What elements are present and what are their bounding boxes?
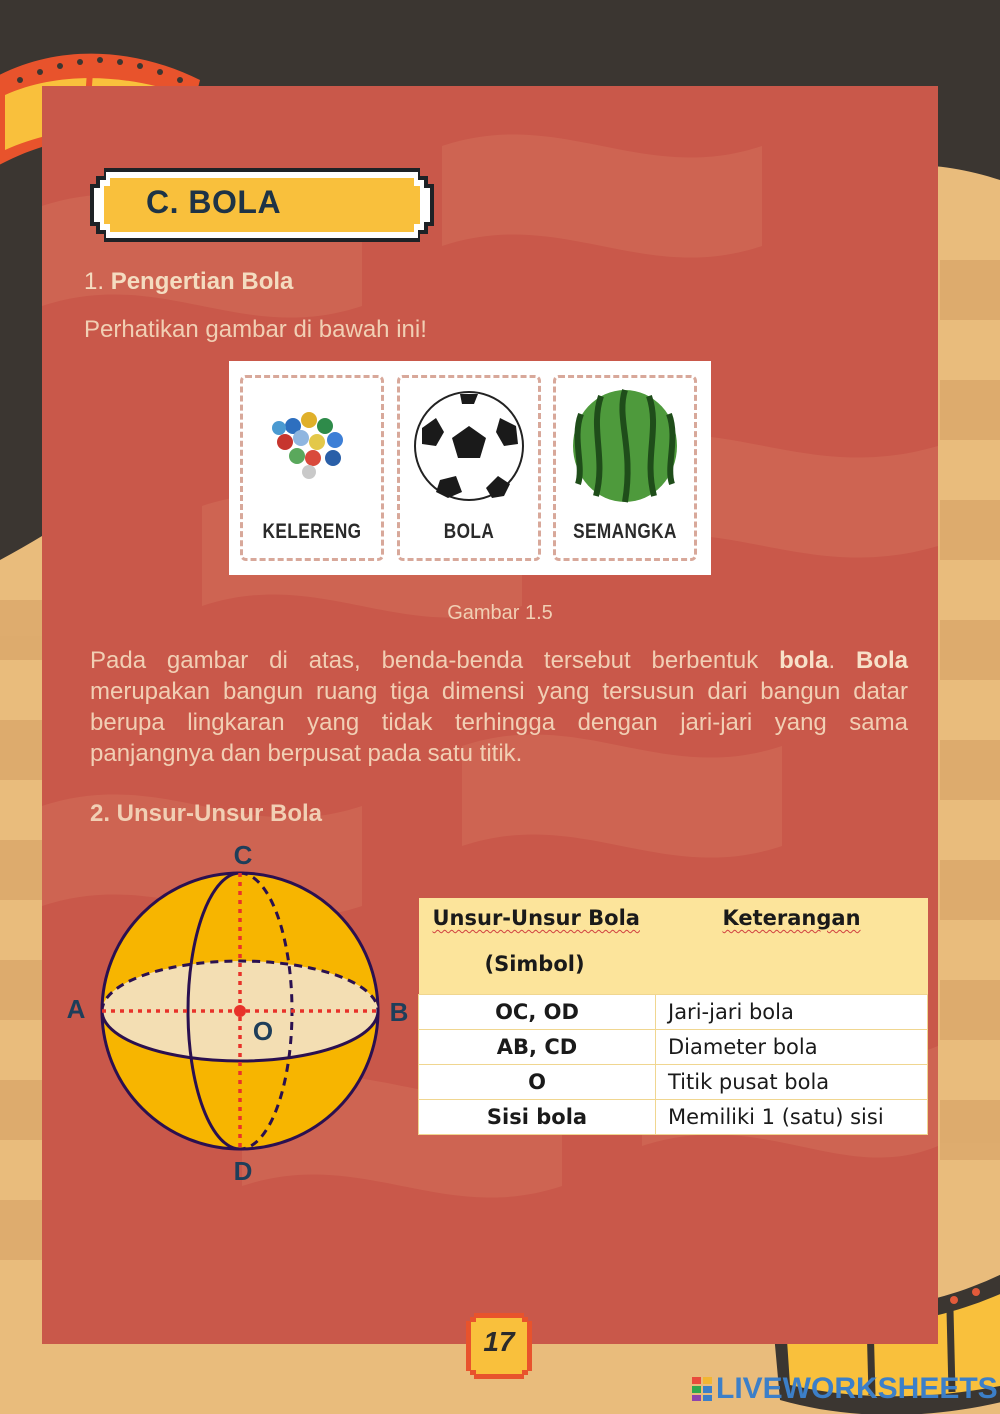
liveworksheets-logo-icon [692,1377,712,1401]
page-number: 17 [483,1326,515,1357]
cell-desc: Diameter bola [656,1030,928,1065]
label-a: A [66,994,86,1024]
soccer-ball-image [400,388,538,508]
section1-number: 1. [84,268,105,295]
card-bola [397,375,541,561]
label-o: O [252,1016,274,1046]
table-header [419,898,928,995]
cell-symbol: OC, OD [419,995,656,1030]
header-col1-line2: (Simbol) [484,952,585,976]
table-row [419,1030,928,1065]
cell-desc: Memiliki 1 (satu) sisi [656,1100,928,1135]
label-bola: BOLA [443,520,495,543]
cell-symbol: O [419,1065,656,1100]
card-kelereng [240,375,384,561]
section2-heading: 2. Unsur-Unsur Bola [90,800,323,827]
label-d: D [233,1156,253,1186]
header-col1 [419,898,656,995]
definition-paragraph [90,645,908,769]
para-part3: merupakan bangun ruang tiga dimensi yang tersusun dari bangun datar berupa lingkaran yang tidak terhingga dengan jari-jari yang sama panjangnya dan berpusat pada satu titik. [90,678,908,767]
header-col2 [656,898,928,995]
section-title: C. BOLA [146,184,282,220]
table-row [419,1065,928,1100]
para-bold1: bola [779,647,829,674]
cell-desc: Jari-jari bola [656,995,928,1030]
section1-title: Pengertian Bola [110,268,294,295]
header-col2-label: Keterangan [722,906,861,930]
label-b: B [389,997,409,1027]
elements-table [418,898,928,1135]
label-kelereng: KELERENG [262,520,362,543]
figure-image [229,361,711,575]
label-c: C [233,840,253,870]
marbles-image [243,386,381,496]
watermelon-image [556,388,694,508]
table-row [419,995,928,1030]
section1-heading [84,268,293,296]
card-semangka [553,375,697,561]
para-bold2: Bola [855,647,908,674]
cell-symbol: AB, CD [419,1030,656,1065]
instruction-text: Perhatikan gambar di bawah ini! [84,316,427,343]
table-row [419,1100,928,1135]
para-part2: . [828,647,856,674]
sphere-diagram [60,838,420,1188]
figure-caption: Gambar 1.5 [447,602,553,624]
watermark-text: LIVEWORKSHEETS [716,1372,998,1405]
cell-desc: Titik pusat bola [656,1065,928,1100]
para-part1: Pada gambar di atas, benda-benda tersebut berbentuk [90,647,780,674]
center-point [234,1005,246,1017]
header-col1-line1: Unsur-Unsur Bola [432,906,640,930]
label-semangka: SEMANGKA [573,520,677,543]
watermark [692,1372,998,1406]
cell-symbol: Sisi bola [419,1100,656,1135]
